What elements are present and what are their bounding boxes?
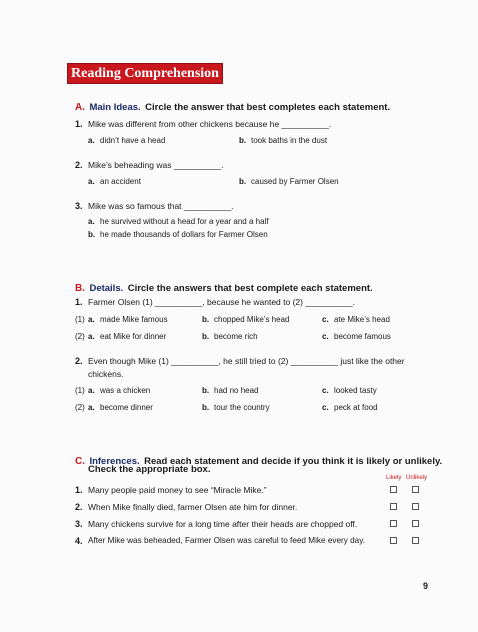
- option-text[interactable]: was a chicken: [100, 386, 151, 395]
- question-number: 3.: [75, 519, 83, 529]
- section-a-letter: A.: [75, 102, 85, 113]
- option-letter[interactable]: c.: [322, 386, 329, 395]
- option-text[interactable]: become dinner: [100, 403, 153, 412]
- section-b-instruction: Circle the answers that best complete each statement.: [127, 283, 373, 294]
- section-c-instruction: Read each statement and decide if you think it is likely or unlikely.: [144, 456, 443, 467]
- likely-checkbox[interactable]: [390, 537, 397, 544]
- option-text[interactable]: he survived without a head for a year and a half: [100, 217, 269, 226]
- option-text[interactable]: peck at food: [334, 403, 378, 412]
- question-number: 2.: [75, 502, 83, 512]
- unlikely-checkbox[interactable]: [412, 486, 419, 493]
- section-c-letter: C.: [75, 456, 85, 467]
- question-number: 1.: [75, 485, 83, 495]
- option-text[interactable]: caused by Farmer Olsen: [251, 177, 339, 186]
- option-text[interactable]: become rich: [214, 332, 258, 341]
- question-text: Mike was so famous that __________.: [88, 201, 234, 211]
- option-text[interactable]: an accident: [100, 177, 141, 186]
- option-letter[interactable]: a.: [88, 177, 95, 186]
- question-text: Even though Mike (1) __________, he still tried to (2) __________ just like the other: [88, 356, 405, 366]
- question-number: 2.: [75, 356, 83, 366]
- option-text[interactable]: made Mike famous: [100, 315, 168, 324]
- likely-checkbox[interactable]: [390, 503, 397, 510]
- row-label: (2): [75, 403, 85, 412]
- question-text-continued: chickens.: [88, 369, 124, 379]
- option-letter[interactable]: c.: [322, 403, 329, 412]
- option-text[interactable]: ate Mike’s head: [334, 315, 390, 324]
- unlikely-checkbox[interactable]: [412, 520, 419, 527]
- statement-text: When Mike finally died, farmer Olsen ate him for dinner.: [88, 502, 298, 512]
- page-number: 9: [423, 581, 429, 591]
- option-letter[interactable]: c.: [322, 332, 329, 341]
- option-letter[interactable]: a.: [88, 386, 95, 395]
- option-letter[interactable]: b.: [202, 332, 210, 341]
- statement-text: Many people paid money to see “Miracle Mike.”: [88, 485, 267, 495]
- section-a-instruction: Circle the answer that best completes each statement.: [145, 102, 391, 113]
- unlikely-checkbox[interactable]: [412, 537, 419, 544]
- unlikely-checkbox[interactable]: [412, 503, 419, 510]
- column-header-unlikely: Unlikely: [406, 475, 428, 481]
- option-text[interactable]: tour the country: [214, 403, 270, 412]
- row-label: (1): [75, 386, 85, 395]
- section-a-heading: [75, 97, 390, 115]
- question-number: 2.: [75, 160, 83, 170]
- section-c-title: Inferences.: [89, 456, 140, 467]
- question-number: 4.: [75, 536, 83, 546]
- section-b-heading: [75, 278, 373, 296]
- option-letter[interactable]: b.: [202, 315, 210, 324]
- option-letter[interactable]: a.: [88, 136, 95, 145]
- question-number: 3.: [75, 201, 83, 211]
- question-number: 1.: [75, 119, 83, 129]
- section-b-title: Details.: [89, 283, 124, 294]
- option-letter[interactable]: a.: [88, 332, 95, 341]
- section-c-instruction-continued: Check the appropriate box.: [88, 464, 211, 475]
- option-letter[interactable]: a.: [88, 315, 95, 324]
- option-letter[interactable]: b.: [239, 136, 247, 145]
- option-text[interactable]: eat Mike for dinner: [100, 332, 167, 341]
- option-text[interactable]: had no head: [214, 386, 259, 395]
- section-a-title: Main Ideas.: [89, 102, 141, 113]
- option-text[interactable]: took baths in the dust: [251, 136, 328, 145]
- statement-text: After Mike was beheaded, Farmer Olsen was careful to feed Mike every day.: [88, 536, 365, 545]
- section-b-letter: B.: [75, 283, 85, 294]
- option-letter[interactable]: c.: [322, 315, 329, 324]
- question-number: 1.: [75, 297, 83, 307]
- option-text[interactable]: looked tasty: [334, 386, 377, 395]
- question-text: Farmer Olsen (1) __________, because he wanted to (2) __________.: [88, 297, 355, 307]
- option-text[interactable]: didn’t have a head: [100, 136, 166, 145]
- likely-checkbox[interactable]: [390, 520, 397, 527]
- option-letter[interactable]: a.: [88, 217, 95, 226]
- option-letter[interactable]: b.: [239, 177, 247, 186]
- option-letter[interactable]: b.: [88, 230, 96, 239]
- section-banner: [67, 63, 223, 84]
- question-text: Mike’s beheading was __________.: [88, 160, 224, 170]
- row-label: (2): [75, 332, 85, 341]
- option-text[interactable]: chopped Mike’s head: [214, 315, 290, 324]
- banner-title: Reading Comprehension: [71, 66, 219, 81]
- option-letter[interactable]: a.: [88, 403, 95, 412]
- likely-checkbox[interactable]: [390, 486, 397, 493]
- row-label: (1): [75, 315, 85, 324]
- statement-text: Many chickens survive for a long time after their heads are chopped off.: [88, 519, 358, 529]
- option-text[interactable]: become famous: [334, 332, 391, 341]
- option-letter[interactable]: b.: [202, 403, 210, 412]
- option-letter[interactable]: b.: [202, 386, 210, 395]
- question-text: Mike was different from other chickens because he __________.: [88, 119, 332, 129]
- option-text[interactable]: he made thousands of dollars for Farmer Olsen: [100, 230, 268, 239]
- column-header-likely: Likely: [386, 475, 402, 481]
